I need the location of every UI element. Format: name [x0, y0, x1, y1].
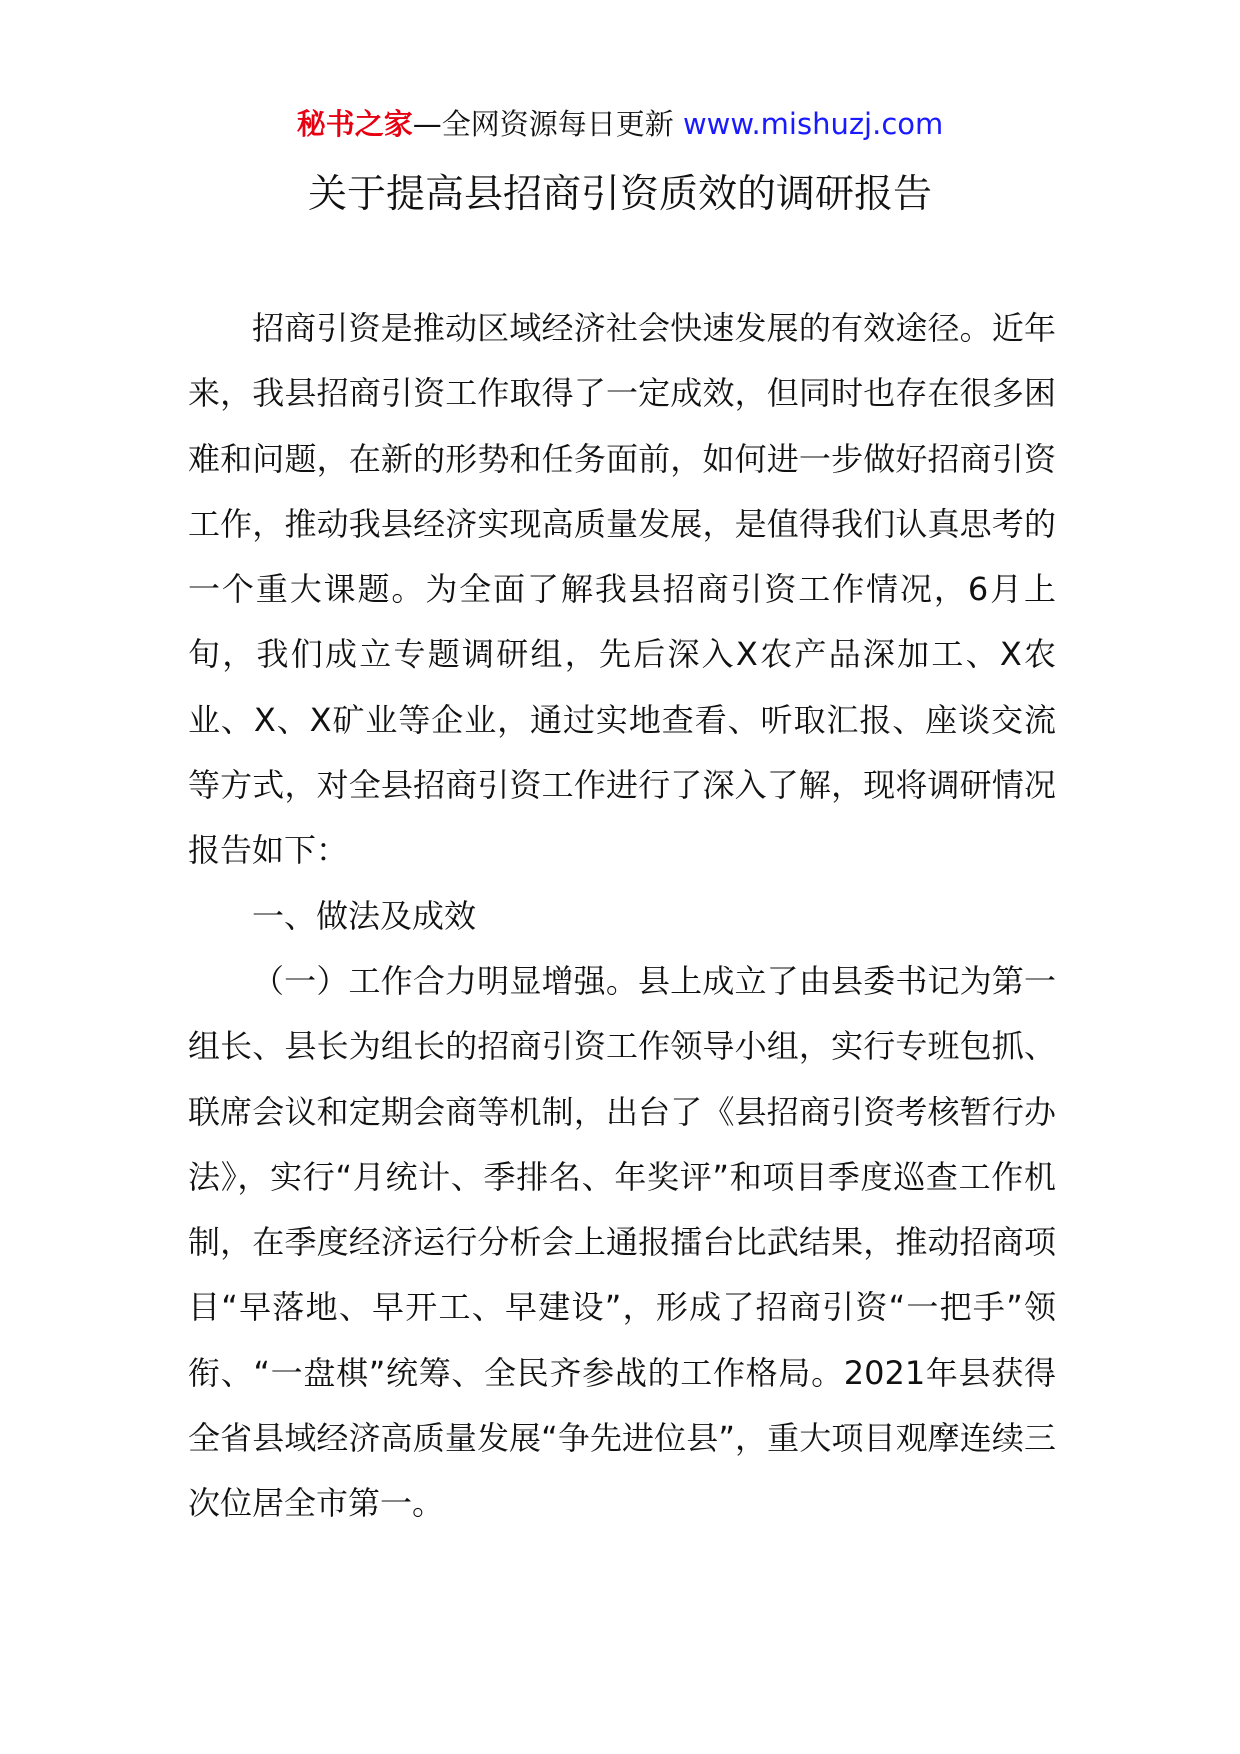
document-title: 关于提高县招商引资质效的调研报告	[307, 172, 932, 217]
site-url-link[interactable]: www.mishuzj.com	[682, 107, 944, 141]
intro-paragraph: 招商引资是推动区域经济社会快速发展的有效途径。近年来，我县招商引资工作取得了一定成效，但同时也存在很多困难和问题，在新的形势和任务面前，如何进一步做好招商引资工作，推动我县经济实现高质量发展，是值得我们认真思考的一个重大课题。为全面了解我县招商引资工作情况，6月上旬，我们成立专题调研组，先后深入X农产品深加工、X农业、X、X矿业等企业，通过实地查看、听取汇报、座谈交流等方式，对全县招商引资工作进行了深入了解，现将调研情况报告如下：	[188, 309, 1056, 870]
section-heading: 一、做法及成效	[252, 896, 477, 935]
site-slogan: —全网资源每日更新	[412, 107, 674, 141]
section-paragraph: （一）工作合力明显增强。县上成立了由县委书记为第一组长、县长为组长的招商引资工作领导小组，实行专班包抓、联席会议和定期会商等机制，出台了《县招商引资考核暂行办法》，实行“月统计、季排名、年奖评”和项目季度巡查工作机制，在季度经济运行分析会上通报擂台比武结果，推动招商项目“早落地、早开工、早建设”，形成了招商引资“一把手”领衔、“一盘棋”统筹、全民齐参战的工作格局。2021年县获得全省县域经济高质量发展“争先进位县”，重大项目观摩连续三次位居全市第一。	[188, 961, 1056, 1523]
document-body	[188, 296, 1056, 1537]
site-banner	[0, 104, 1240, 144]
brand-name: 秘书之家	[296, 107, 413, 141]
